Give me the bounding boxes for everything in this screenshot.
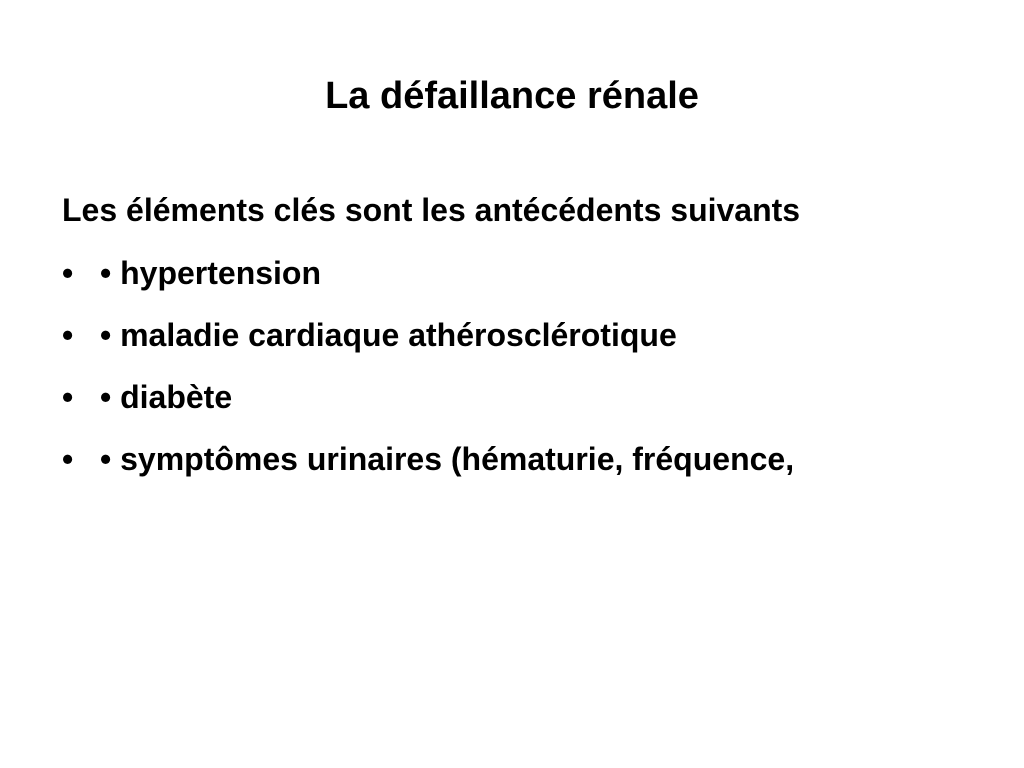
bullet-icon: • <box>62 317 74 353</box>
list-item-hypertension <box>62 253 962 294</box>
bullet-icon: • <box>62 441 74 477</box>
slide-title: La défaillance rénale <box>325 75 699 117</box>
list-item-urinary-symptoms <box>62 439 962 480</box>
bullet-icon: • <box>62 255 74 291</box>
list-item-text: • diabète <box>100 379 233 415</box>
slide-body <box>62 190 962 501</box>
list-item-diabetes <box>62 377 962 418</box>
list-item-heart-disease <box>62 315 962 356</box>
list-item-text: • maladie cardiaque athérosclérotique <box>100 317 677 353</box>
list-item-text: • hypertension <box>100 255 322 291</box>
bullet-icon: • <box>62 379 74 415</box>
intro-paragraph: Les éléments clés sont les antécédents suivants <box>62 192 801 228</box>
list-item-text: • symptômes urinaires (hématurie, fréquence, <box>100 441 795 477</box>
